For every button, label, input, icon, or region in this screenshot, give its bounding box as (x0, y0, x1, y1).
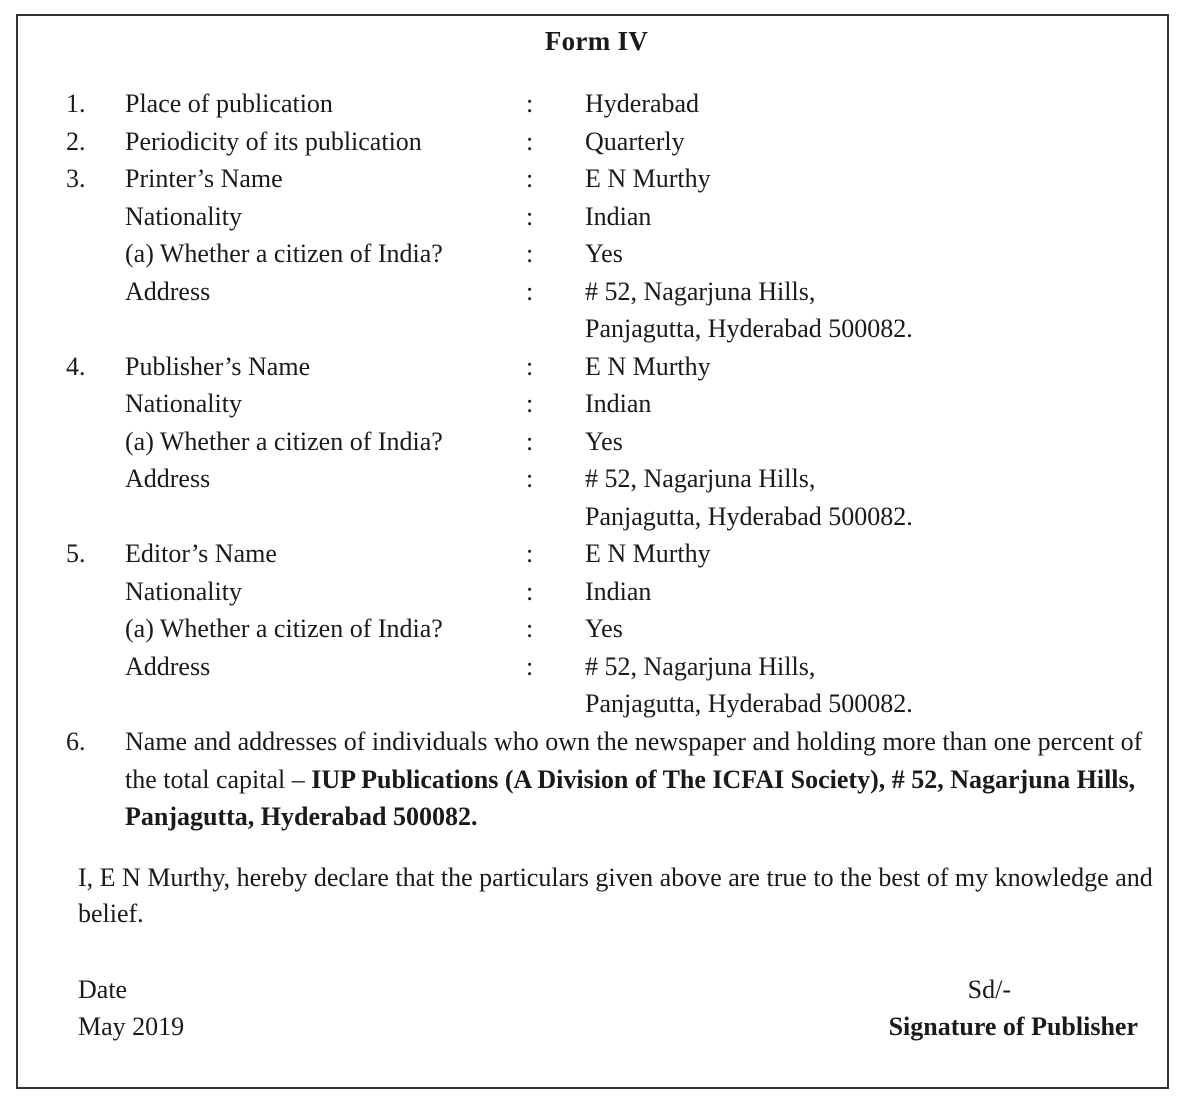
row-label: (a) Whether a citizen of India? (125, 426, 443, 456)
row-label: Publisher’s Name (125, 351, 311, 381)
row-colon: : (526, 651, 534, 681)
signature-block (889, 971, 1138, 1045)
row-value: Yes (585, 239, 623, 268)
row-number: 4. (66, 351, 86, 381)
row-value: Panjagutta, Hyderabad 500082. (585, 314, 913, 343)
row-label: Printer’s Name (125, 164, 283, 193)
item-number: 6. (66, 727, 86, 756)
form-row (0, 648, 1193, 686)
row-colon: : (526, 389, 534, 418)
form-row (0, 385, 1193, 423)
row-colon: : (526, 576, 534, 606)
row-value: Indian (585, 576, 652, 606)
row-colon: : (526, 276, 534, 306)
row-value: Panjagutta, Hyderabad 500082. (585, 501, 913, 531)
row-label: Nationality (125, 389, 242, 418)
row-colon: : (526, 201, 534, 231)
form-row (0, 160, 1193, 198)
sd-mark: Sd/- (967, 975, 1011, 1004)
row-label: Address (125, 651, 211, 681)
row-label: Address (125, 276, 211, 306)
row-number: 3. (66, 164, 86, 193)
form-row (0, 610, 1193, 648)
signature-label: Signature of Publisher (888, 1012, 1138, 1041)
declaration-text: I, E N Murthy, hereby declare that the particulars given above are true to the best of my knowledge and belief. (78, 863, 1153, 928)
row-value: E N Murthy (585, 351, 711, 381)
row-value: Indian (585, 201, 652, 231)
row-label: (a) Whether a citizen of India? (125, 239, 443, 268)
date-block (78, 971, 184, 1045)
row-value: # 52, Nagarjuna Hills, (585, 651, 816, 681)
form-row (0, 85, 1193, 123)
row-value: E N Murthy (585, 539, 711, 568)
form-row (0, 460, 1193, 498)
form-row (0, 273, 1193, 311)
form-row (0, 423, 1193, 461)
row-label: Editor’s Name (125, 539, 277, 568)
form-row (0, 498, 1193, 536)
form-row (0, 573, 1193, 611)
row-value: # 52, Nagarjuna Hills, (585, 276, 816, 306)
particulars-list (0, 85, 1193, 723)
row-colon: : (526, 464, 534, 493)
date-label: Date (78, 975, 128, 1004)
form-row (0, 310, 1193, 348)
form-row (0, 535, 1193, 573)
ownership-text (125, 723, 1147, 836)
ownership-text-plain: Name and addresses of individuals who own the newspaper and holding more than one percent of the total capital – (125, 727, 1143, 794)
row-label: Nationality (125, 201, 242, 231)
row-number: 1. (66, 89, 86, 118)
form-row (0, 685, 1193, 723)
row-colon: : (526, 239, 534, 268)
row-colon: : (526, 614, 534, 643)
row-colon: : (526, 539, 534, 568)
row-colon: : (526, 351, 534, 381)
row-value: Indian (585, 389, 652, 418)
form-row (0, 235, 1193, 273)
row-value: # 52, Nagarjuna Hills, (585, 464, 816, 493)
row-value: Quarterly (585, 126, 685, 156)
row-value: Panjagutta, Hyderabad 500082. (585, 689, 913, 718)
row-label: Place of publication (125, 89, 333, 118)
form-row (0, 198, 1193, 236)
row-colon: : (526, 426, 534, 456)
row-label: Nationality (125, 576, 242, 606)
row-value: E N Murthy (585, 164, 711, 193)
row-number: 5. (66, 539, 86, 568)
date-value: May 2019 (78, 1012, 185, 1041)
form-title: Form IV (544, 26, 649, 56)
ownership-text-bold: IUP Publications (A Division of The ICFAI Society), # 52, Nagarjuna Hills, Panjagutta, Hyderabad 500082. (125, 764, 1136, 831)
row-colon: : (526, 126, 534, 156)
row-value: Yes (585, 426, 623, 456)
row-value: Hyderabad (585, 89, 700, 118)
row-colon: : (526, 89, 534, 118)
row-label: Address (125, 464, 211, 493)
row-colon: : (526, 164, 534, 193)
row-number: 2. (66, 126, 86, 156)
row-value: Yes (585, 614, 623, 643)
row-label: Periodicity of its publication (125, 126, 422, 156)
form-row (0, 348, 1193, 386)
form-row (0, 123, 1193, 161)
row-label: (a) Whether a citizen of India? (125, 614, 443, 643)
